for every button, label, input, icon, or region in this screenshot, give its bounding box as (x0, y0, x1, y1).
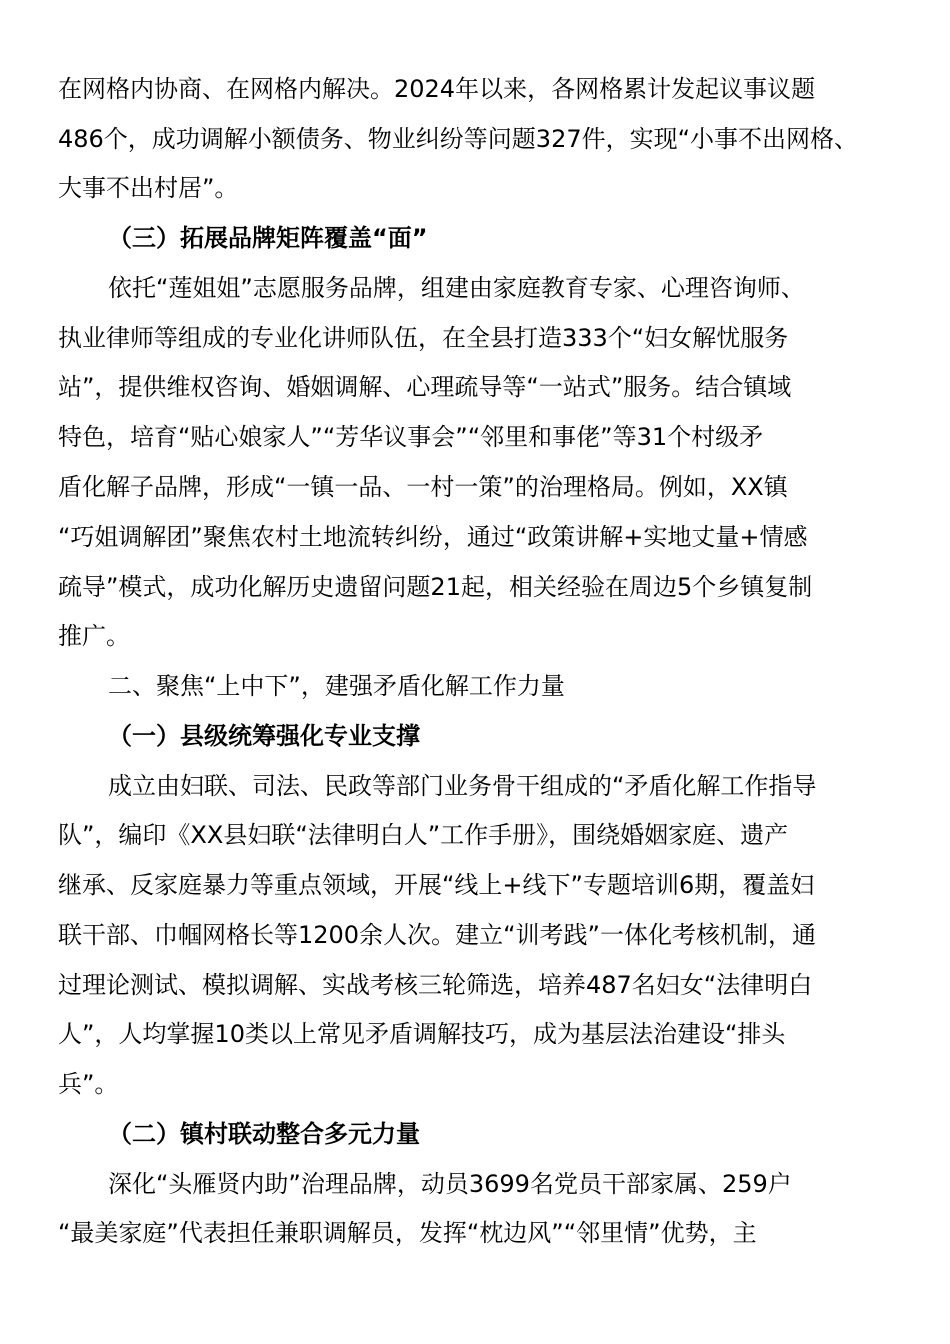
paragraph-line: 疏导”模式，成功化解历史遗留问题21起，相关经验在周边5个乡镇复制 (58, 573, 813, 601)
paragraph-line: 过理论测试、模拟调解、实战考核三轮筛选，培养487名妇女“法律明白 (58, 971, 813, 999)
paragraph-line: 执业律师等组成的专业化讲师队伍，在全县打造333个“妇女解忧服务 (58, 324, 789, 352)
paragraph-line: 深化“头雁贤内助”治理品牌，动员3699名党员干部家属、259户 (108, 1170, 792, 1198)
paragraph-line: 在网格内协商、在网格内解决。2024年以来，各网格累计发起议事议题 (58, 75, 816, 103)
paragraph-line: 盾化解子品牌，形成“一镇一品、一村一策”的治理格局。例如，XX镇 (58, 473, 788, 501)
section-heading-2-sub: （二）镇村联动整合多元力量 (108, 1120, 420, 1148)
paragraph-line: “最美家庭”代表担任兼职调解员，发挥“枕边风”“邻里情”优势，主 (58, 1219, 757, 1247)
paragraph-line: 联干部、巾帼网格长等1200余人次。建立“训考践”一体化考核机制，通 (58, 921, 816, 949)
paragraph-line: 兵”。 (58, 1070, 119, 1098)
paragraph-line: 站”，提供维权咨询、婚姻调解、心理疏导等“一站式”服务。结合镇域 (58, 373, 792, 401)
paragraph-line: 486个，成功调解小额债务、物业纠纷等问题327件，实现“小事不出网格、 (58, 125, 859, 153)
section-heading-3: （三）拓展品牌矩阵覆盖“面” (108, 224, 428, 252)
paragraph-line: 特色，培育“贴心娘家人”“芳华议事会”“邻里和事佬”等31个村级矛 (58, 423, 764, 451)
section-heading-2: 二、聚焦“上中下”，建强矛盾化解工作力量 (108, 672, 565, 700)
paragraph-line: 继承、反家庭暴力等重点领域，开展“线上+线下”专题培训6期，覆盖妇 (58, 871, 815, 899)
paragraph-line: 队”，编印《XX县妇联“法律明白人”工作手册》，围绕婚姻家庭、遗产 (58, 821, 789, 849)
paragraph-line: “巧姐调解团”聚焦农村土地流转纠纷，通过“政策讲解+实地丈量+情感 (58, 523, 808, 551)
paragraph-line: 推广。 (58, 622, 130, 650)
section-heading-1: （一）县级统筹强化专业支撑 (108, 722, 420, 750)
paragraph-line: 依托“莲姐姐”志愿服务品牌，组建由家庭教育专家、心理咨询师、 (108, 274, 805, 302)
paragraph-line: 大事不出村居”。 (58, 174, 239, 202)
paragraph-line: 成立由妇联、司法、民政等部门业务骨干组成的“矛盾化解工作指导 (108, 772, 817, 800)
paragraph-line: 人”，人均掌握10类以上常见矛盾调解技巧，成为基层法治建设“排头 (58, 1020, 786, 1048)
